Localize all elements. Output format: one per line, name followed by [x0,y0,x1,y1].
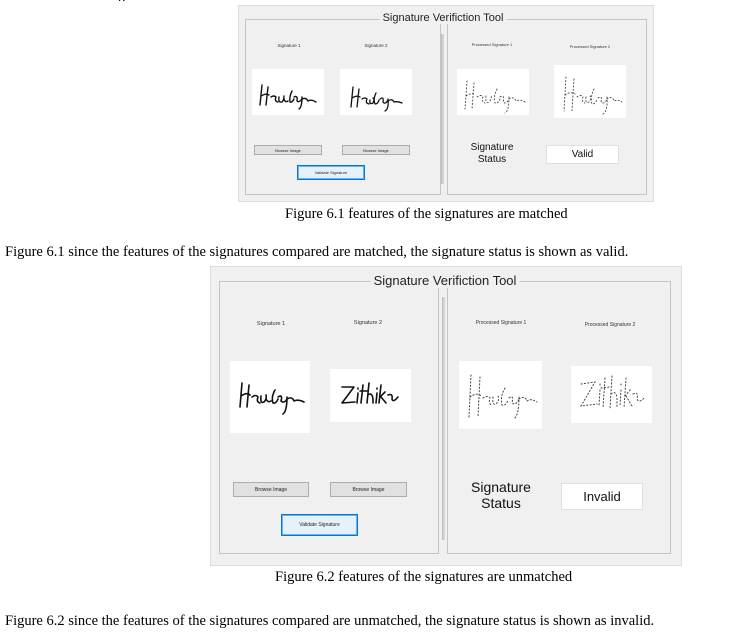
app-window-figure-1 [238,5,654,202]
processed-signature-2-image [571,366,652,423]
status-label-line-1: Signature [471,479,531,495]
status-label-line-2: Status [477,153,507,165]
window-title: Signature Verifiction Tool [371,273,520,288]
signature-status-label [459,142,525,165]
processed-signature-2-label: Processed Signature 2 [569,44,611,49]
browse-image-2-button[interactable]: Browse Image [330,482,407,497]
validate-signature-button[interactable]: Validate Signature [281,514,358,536]
validate-signature-button[interactable]: Validate Signature [297,165,365,180]
signature-status-value: Invalid [561,483,643,510]
preceding-text-fragment [118,0,128,1]
signature-status-value: Valid [546,145,619,164]
browse-image-1-button[interactable]: Browse Image [254,145,322,155]
signature-1-label: Signature 1 [256,321,286,327]
signature-1-image [252,69,324,115]
signature-2-image [340,69,412,115]
panel-divider [441,34,444,184]
signature-1-label: Signature 1 [277,43,301,48]
figure-2-description: Figure 6.2 since the features of the signatures compared are unmatched, the signature status is shown as invalid. [5,613,655,629]
signature-1-image [230,361,310,433]
processed-signature-1-image [457,69,529,115]
figure-1-caption: Figure 6.1 features of the signatures are matched [285,206,568,222]
status-label-line-1: Signature [470,142,514,153]
browse-image-1-button[interactable]: Browse Image [233,482,309,497]
processed-signature-1-label: Processed Signature 1 [471,42,513,47]
signature-2-image [330,369,411,422]
browse-image-2-button[interactable]: Browse Image [342,145,410,155]
figure-2-caption: Figure 6.2 features of the signatures are unmatched [275,569,573,585]
signature-2-label: Signature 2 [364,43,388,48]
window-title: Signature Verifiction Tool [380,12,507,24]
processed-signature-2-label: Processed Signature 2 [584,322,636,328]
status-label-line-2: Status [481,495,521,512]
processed-signature-2-image [554,65,626,118]
processed-signature-1-label: Processed Signature 1 [475,320,527,326]
processed-signature-1-image [459,361,542,429]
signature-status-label [463,479,539,511]
signature-2-label: Signature 2 [353,320,383,326]
figure-1-description: Figure 6.1 since the features of the signatures compared are matched, the signature status is shown as valid. [5,244,629,260]
app-window-figure-2 [210,266,682,566]
panel-divider [442,297,445,540]
